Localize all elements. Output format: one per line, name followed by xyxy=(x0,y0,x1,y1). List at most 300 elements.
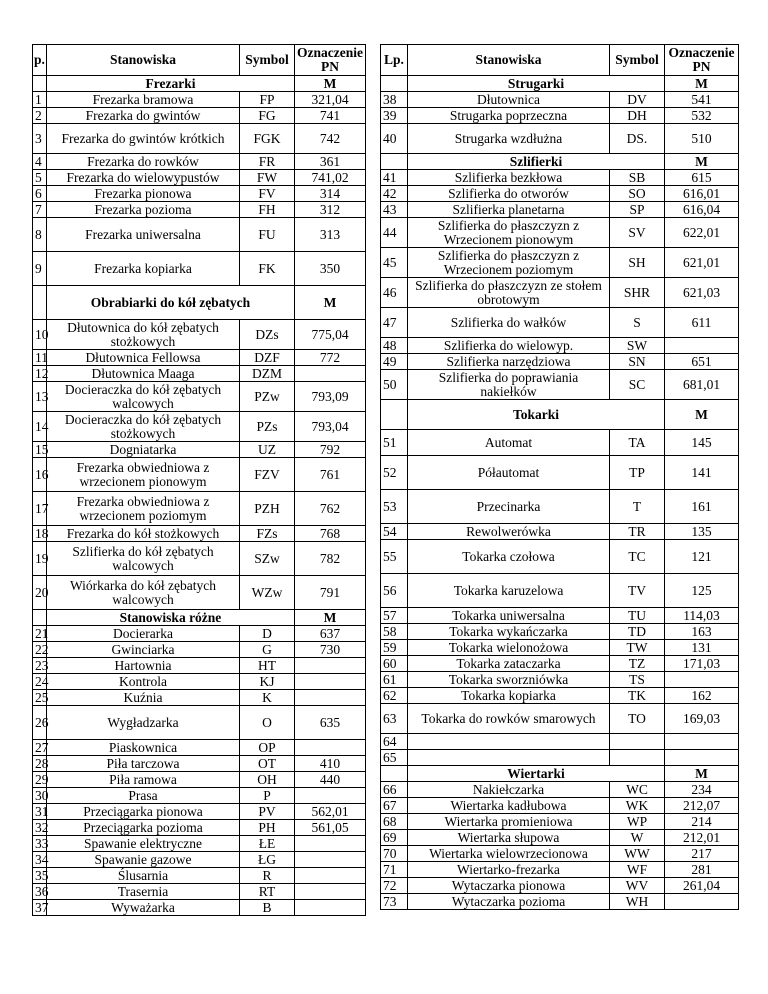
row-code: 141 xyxy=(665,456,739,490)
row-num: 63 xyxy=(381,704,408,734)
table-row xyxy=(33,836,366,852)
row-code: 114,03 xyxy=(665,608,739,624)
row-code: 212,07 xyxy=(665,798,739,814)
row-symbol: WP xyxy=(610,814,665,830)
row-name xyxy=(408,734,610,750)
row-num: 30 xyxy=(33,788,47,804)
row-name: Szlifierka narzędziowa xyxy=(408,354,610,370)
row-name: Piła tarczowa xyxy=(47,756,240,772)
row-name: Frezarka pionowa xyxy=(47,186,240,202)
table-row xyxy=(33,350,366,366)
row-symbol: PZH xyxy=(240,492,295,526)
row-code: 169,03 xyxy=(665,704,739,734)
table-row xyxy=(33,542,366,576)
row-num: 40 xyxy=(381,124,408,154)
table-row xyxy=(33,218,366,252)
row-symbol: DH xyxy=(610,108,665,124)
row-num: 39 xyxy=(381,108,408,124)
section-title: Wiertarki xyxy=(408,766,665,782)
row-num: 72 xyxy=(381,878,408,894)
section-title: Tokarki xyxy=(408,400,665,430)
row-symbol: FG xyxy=(240,108,295,124)
row-symbol: O xyxy=(240,706,295,740)
row-name: Szlifierka do otworów xyxy=(408,186,610,202)
row-code: 792 xyxy=(295,442,366,458)
row-name: Prasa xyxy=(47,788,240,804)
row-num: 6 xyxy=(33,186,47,202)
row-num: 41 xyxy=(381,170,408,186)
row-code: 131 xyxy=(665,640,739,656)
row-code: 440 xyxy=(295,772,366,788)
row-num-empty xyxy=(33,286,47,320)
row-symbol: T xyxy=(610,490,665,524)
table-row xyxy=(381,640,739,656)
section-title: Szlifierki xyxy=(408,154,665,170)
row-code xyxy=(295,884,366,900)
section-title: Obrabiarki do kół zębatych xyxy=(47,286,295,320)
row-symbol: DZs xyxy=(240,320,295,350)
row-symbol: FH xyxy=(240,202,295,218)
table-row xyxy=(33,366,366,382)
row-code xyxy=(295,788,366,804)
header-num: p. xyxy=(33,45,47,76)
row-symbol: WW xyxy=(610,846,665,862)
row-code: 510 xyxy=(665,124,739,154)
table-row xyxy=(381,814,739,830)
row-name: Strugarka poprzeczna xyxy=(408,108,610,124)
header-name: Stanowiska xyxy=(47,45,240,76)
row-code xyxy=(295,658,366,674)
row-symbol: PH xyxy=(240,820,295,836)
row-name: Dłutownica xyxy=(408,92,610,108)
table-row xyxy=(33,492,366,526)
table-row xyxy=(33,252,366,286)
row-num: 43 xyxy=(381,202,408,218)
row-num: 37 xyxy=(33,900,47,916)
row-num: 27 xyxy=(33,740,47,756)
row-code xyxy=(665,672,739,688)
row-num: 60 xyxy=(381,656,408,672)
row-symbol: TK xyxy=(610,688,665,704)
row-symbol: DZF xyxy=(240,350,295,366)
table-row xyxy=(33,740,366,756)
table-row xyxy=(33,154,366,170)
row-code xyxy=(295,836,366,852)
row-num: 67 xyxy=(381,798,408,814)
row-symbol: OT xyxy=(240,756,295,772)
row-name: Dłutownica Fellowsa xyxy=(47,350,240,366)
section-code: M xyxy=(665,766,739,782)
header-code: Oznaczenie PN xyxy=(665,45,739,76)
section-row xyxy=(381,766,739,782)
table-row xyxy=(381,490,739,524)
row-symbol: TO xyxy=(610,704,665,734)
table-row xyxy=(381,124,739,154)
row-symbol: WZw xyxy=(240,576,295,610)
row-code: 312 xyxy=(295,202,366,218)
row-code: 121 xyxy=(665,540,739,574)
row-name: Kontrola xyxy=(47,674,240,690)
row-code: 635 xyxy=(295,706,366,740)
table-row xyxy=(381,624,739,640)
left-table xyxy=(32,44,366,916)
row-num: 4 xyxy=(33,154,47,170)
row-num: 23 xyxy=(33,658,47,674)
table-row xyxy=(381,524,739,540)
table-row xyxy=(33,108,366,124)
row-code: 321,04 xyxy=(295,92,366,108)
row-name: Piaskownica xyxy=(47,740,240,756)
row-code: 637 xyxy=(295,626,366,642)
row-code: 145 xyxy=(665,430,739,456)
table-row xyxy=(381,704,739,734)
row-name: Piła ramowa xyxy=(47,772,240,788)
row-code: 793,09 xyxy=(295,382,366,412)
row-name: Docieraczka do kół zębatych walcowych xyxy=(47,382,240,412)
row-name: Frezarka do wielowypustów xyxy=(47,170,240,186)
header-num: Lp. xyxy=(381,45,408,76)
row-num: 62 xyxy=(381,688,408,704)
row-num: 16 xyxy=(33,458,47,492)
row-symbol: R xyxy=(240,868,295,884)
row-code: 212,01 xyxy=(665,830,739,846)
row-num: 24 xyxy=(33,674,47,690)
row-symbol: B xyxy=(240,900,295,916)
row-code xyxy=(295,900,366,916)
row-symbol: TU xyxy=(610,608,665,624)
row-code: 621,01 xyxy=(665,248,739,278)
row-code: 261,04 xyxy=(665,878,739,894)
row-num-empty xyxy=(381,400,408,430)
row-code xyxy=(665,894,739,910)
row-num: 68 xyxy=(381,814,408,830)
row-code: 313 xyxy=(295,218,366,252)
table-row xyxy=(381,218,739,248)
table-row xyxy=(381,202,739,218)
row-name: Frezarka do gwintów xyxy=(47,108,240,124)
row-name: Szlifierka do poprawiania nakiełków xyxy=(408,370,610,400)
row-name: Wiertarka promieniowa xyxy=(408,814,610,830)
row-name: Frezarka pozioma xyxy=(47,202,240,218)
section-row xyxy=(381,400,739,430)
table-row xyxy=(33,576,366,610)
row-code: 562,01 xyxy=(295,804,366,820)
table-row xyxy=(381,540,739,574)
row-name: Frezarka do gwintów krótkich xyxy=(47,124,240,154)
row-name: Tokarka do rowków smarowych xyxy=(408,704,610,734)
table-row xyxy=(381,354,739,370)
table-row xyxy=(33,658,366,674)
row-name: Wiórkarka do kół zębatych walcowych xyxy=(47,576,240,610)
row-name: Tokarka zataczarka xyxy=(408,656,610,672)
row-name: Szlifierka bezkłowa xyxy=(408,170,610,186)
row-name: Szlifierka do wałków xyxy=(408,308,610,338)
row-name: Nakiełczarka xyxy=(408,782,610,798)
table-row xyxy=(381,846,739,862)
row-symbol: TP xyxy=(610,456,665,490)
row-num: 36 xyxy=(33,884,47,900)
row-name: Hartownia xyxy=(47,658,240,674)
row-code: 561,05 xyxy=(295,820,366,836)
row-code: 761 xyxy=(295,458,366,492)
section-title: Stanowiska różne xyxy=(47,610,295,626)
row-num: 46 xyxy=(381,278,408,308)
row-code: 410 xyxy=(295,756,366,772)
row-code: 234 xyxy=(665,782,739,798)
row-num: 49 xyxy=(381,354,408,370)
row-num: 25 xyxy=(33,690,47,706)
row-code: 217 xyxy=(665,846,739,862)
row-symbol: FU xyxy=(240,218,295,252)
row-num: 50 xyxy=(381,370,408,400)
row-symbol: WH xyxy=(610,894,665,910)
table-row xyxy=(33,674,366,690)
section-code: M xyxy=(665,400,739,430)
table-row xyxy=(381,798,739,814)
row-symbol: OP xyxy=(240,740,295,756)
row-num: 19 xyxy=(33,542,47,576)
row-symbol: FGK xyxy=(240,124,295,154)
row-symbol xyxy=(610,734,665,750)
row-num: 20 xyxy=(33,576,47,610)
row-num: 64 xyxy=(381,734,408,750)
row-code: 616,04 xyxy=(665,202,739,218)
row-name: Tokarka kopiarka xyxy=(408,688,610,704)
row-symbol: K xyxy=(240,690,295,706)
row-name: Kuźnia xyxy=(47,690,240,706)
row-name: Wygładzarka xyxy=(47,706,240,740)
row-name: Spawanie elektryczne xyxy=(47,836,240,852)
table-row xyxy=(381,782,739,798)
row-name: Tokarka karuzelowa xyxy=(408,574,610,608)
row-num: 33 xyxy=(33,836,47,852)
row-name: Frezarka bramowa xyxy=(47,92,240,108)
row-num: 32 xyxy=(33,820,47,836)
row-symbol: SC xyxy=(610,370,665,400)
row-name: Strugarka wzdłużna xyxy=(408,124,610,154)
row-symbol: TA xyxy=(610,430,665,456)
row-code: 730 xyxy=(295,642,366,658)
row-symbol: SP xyxy=(610,202,665,218)
section-code: M xyxy=(295,286,366,320)
row-name xyxy=(408,750,610,766)
row-symbol: ŁG xyxy=(240,852,295,868)
row-num: 22 xyxy=(33,642,47,658)
row-symbol: UZ xyxy=(240,442,295,458)
table-row xyxy=(381,688,739,704)
row-code xyxy=(665,338,739,354)
row-name: Docierarka xyxy=(47,626,240,642)
row-symbol: TR xyxy=(610,524,665,540)
row-name: Szlifierka planetarna xyxy=(408,202,610,218)
right-table xyxy=(380,44,739,910)
row-name: Dogniatarka xyxy=(47,442,240,458)
row-symbol: SN xyxy=(610,354,665,370)
header-symbol: Symbol xyxy=(240,45,295,76)
table-row xyxy=(33,626,366,642)
table-row xyxy=(381,608,739,624)
row-code xyxy=(665,750,739,766)
row-num: 9 xyxy=(33,252,47,286)
row-num-empty xyxy=(33,610,47,626)
row-symbol: FR xyxy=(240,154,295,170)
row-symbol: SB xyxy=(610,170,665,186)
row-code: 615 xyxy=(665,170,739,186)
row-code: 125 xyxy=(665,574,739,608)
section-row xyxy=(381,154,739,170)
row-num: 34 xyxy=(33,852,47,868)
section-row xyxy=(33,610,366,626)
row-symbol: SO xyxy=(610,186,665,202)
row-name: Automat xyxy=(408,430,610,456)
row-symbol: DZM xyxy=(240,366,295,382)
table-row xyxy=(33,756,366,772)
row-code xyxy=(295,690,366,706)
row-code: 762 xyxy=(295,492,366,526)
row-code xyxy=(295,868,366,884)
row-name: Frezarka uniwersalna xyxy=(47,218,240,252)
table-row xyxy=(33,804,366,820)
row-num: 14 xyxy=(33,412,47,442)
row-num: 59 xyxy=(381,640,408,656)
table-row xyxy=(33,706,366,740)
row-num: 26 xyxy=(33,706,47,740)
table-row xyxy=(33,526,366,542)
row-code: 772 xyxy=(295,350,366,366)
row-symbol: PZs xyxy=(240,412,295,442)
row-code: 616,01 xyxy=(665,186,739,202)
row-symbol: ŁE xyxy=(240,836,295,852)
table-row xyxy=(381,830,739,846)
section-title: Frezarki xyxy=(47,76,295,92)
row-code xyxy=(295,740,366,756)
table-row xyxy=(381,430,739,456)
row-code: 361 xyxy=(295,154,366,170)
row-name: Frezarka obwiedniowa z wrzecionem pionowym xyxy=(47,458,240,492)
row-symbol: TC xyxy=(610,540,665,574)
row-code xyxy=(295,674,366,690)
row-code: 793,04 xyxy=(295,412,366,442)
table-row xyxy=(33,788,366,804)
row-name: Tokarka wykańczarka xyxy=(408,624,610,640)
table-row xyxy=(33,170,366,186)
table-row xyxy=(33,442,366,458)
row-name: Spawanie gazowe xyxy=(47,852,240,868)
row-symbol: FV xyxy=(240,186,295,202)
table-row xyxy=(33,884,366,900)
row-code: 314 xyxy=(295,186,366,202)
row-name: Frezarka obwiedniowa z wrzecionem poziomym xyxy=(47,492,240,526)
row-num: 65 xyxy=(381,750,408,766)
row-num: 12 xyxy=(33,366,47,382)
row-num: 1 xyxy=(33,92,47,108)
row-code xyxy=(665,734,739,750)
row-name: Wytaczarka pionowa xyxy=(408,878,610,894)
header-code: Oznaczenie PN xyxy=(295,45,366,76)
row-num-empty xyxy=(381,76,408,92)
row-name: Szlifierka do płaszczyzn ze stołem obrotowym xyxy=(408,278,610,308)
row-num: 2 xyxy=(33,108,47,124)
row-code: 163 xyxy=(665,624,739,640)
row-name: Szlifierka do płaszczyzn z Wrzecionem poziomym xyxy=(408,248,610,278)
row-symbol: WF xyxy=(610,862,665,878)
table-row xyxy=(33,868,366,884)
row-code xyxy=(295,366,366,382)
row-num: 61 xyxy=(381,672,408,688)
header-row xyxy=(381,45,739,76)
table-row xyxy=(33,202,366,218)
row-name: Wiertarka słupowa xyxy=(408,830,610,846)
table-row xyxy=(381,456,739,490)
row-code: 532 xyxy=(665,108,739,124)
table-row xyxy=(381,338,739,354)
row-num: 58 xyxy=(381,624,408,640)
row-code: 791 xyxy=(295,576,366,610)
row-num: 5 xyxy=(33,170,47,186)
table-row xyxy=(381,92,739,108)
row-code xyxy=(295,852,366,868)
row-name: Szlifierka do wielowyp. xyxy=(408,338,610,354)
row-symbol: G xyxy=(240,642,295,658)
row-num: 55 xyxy=(381,540,408,574)
row-num: 47 xyxy=(381,308,408,338)
section-row xyxy=(381,76,739,92)
row-symbol: FW xyxy=(240,170,295,186)
row-symbol: TS xyxy=(610,672,665,688)
row-num: 28 xyxy=(33,756,47,772)
row-symbol: WV xyxy=(610,878,665,894)
row-num: 3 xyxy=(33,124,47,154)
table-row xyxy=(381,656,739,672)
table-row xyxy=(33,820,366,836)
row-num: 71 xyxy=(381,862,408,878)
row-num: 45 xyxy=(381,248,408,278)
row-symbol: FK xyxy=(240,252,295,286)
row-num-empty xyxy=(381,766,408,782)
row-code: 741 xyxy=(295,108,366,124)
table-row xyxy=(381,734,739,750)
table-row xyxy=(33,900,366,916)
row-code: 611 xyxy=(665,308,739,338)
row-symbol: TD xyxy=(610,624,665,640)
row-symbol: SHR xyxy=(610,278,665,308)
section-title: Strugarki xyxy=(408,76,665,92)
row-name: Przecinarka xyxy=(408,490,610,524)
table-row xyxy=(33,320,366,350)
row-num: 17 xyxy=(33,492,47,526)
row-num-empty xyxy=(33,76,47,92)
table-row xyxy=(33,690,366,706)
row-num: 15 xyxy=(33,442,47,458)
table-row xyxy=(381,108,739,124)
header-name: Stanowiska xyxy=(408,45,610,76)
row-name: Przeciągarka pionowa xyxy=(47,804,240,820)
row-symbol: P xyxy=(240,788,295,804)
row-symbol: DS. xyxy=(610,124,665,154)
row-symbol: TZ xyxy=(610,656,665,672)
table-row xyxy=(33,642,366,658)
row-num: 29 xyxy=(33,772,47,788)
table-row xyxy=(381,170,739,186)
row-num: 70 xyxy=(381,846,408,862)
row-symbol: KJ xyxy=(240,674,295,690)
row-num: 42 xyxy=(381,186,408,202)
table-row xyxy=(381,308,739,338)
row-name: Tokarka czołowa xyxy=(408,540,610,574)
row-code: 622,01 xyxy=(665,218,739,248)
table-row xyxy=(381,574,739,608)
row-code: 782 xyxy=(295,542,366,576)
